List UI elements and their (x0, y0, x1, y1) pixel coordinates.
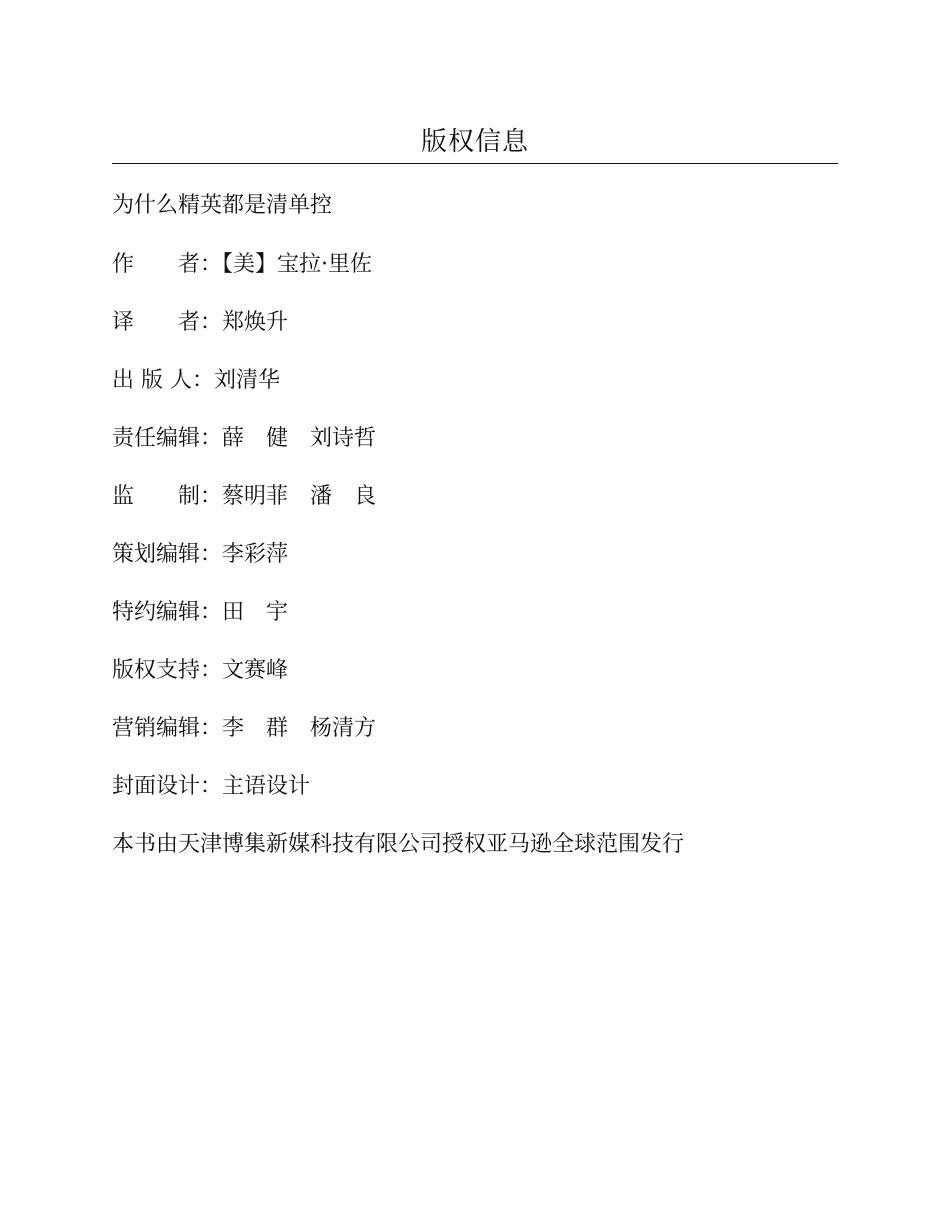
supervisor-line: 监 制：蔡明菲 潘 良 (112, 484, 377, 509)
publisher-line: 出 版 人：刘清华 (112, 368, 280, 393)
author-line: 作 者：【美】宝拉·里佐 (112, 252, 372, 277)
marketing-editor-line: 营销编辑：李 群 杨清方 (112, 716, 377, 741)
cover-design-line: 封面设计：主语设计 (112, 774, 311, 799)
distribution-note: 本书由天津博集新媒科技有限公司授权亚马逊全球范围发行 (112, 832, 685, 857)
special-editor-line: 特约编辑：田 宇 (112, 600, 289, 625)
title-divider (112, 163, 838, 164)
rights-support-line: 版权支持：文赛峰 (112, 658, 289, 683)
page-title: 版权信息 (420, 127, 529, 157)
translator-line: 译 者：郑焕升 (112, 310, 289, 335)
editor-line: 责任编辑：薛 健 刘诗哲 (112, 426, 377, 451)
planning-editor-line: 策划编辑：李彩萍 (112, 542, 289, 567)
book-title: 为什么精英都是清单控 (112, 193, 333, 218)
